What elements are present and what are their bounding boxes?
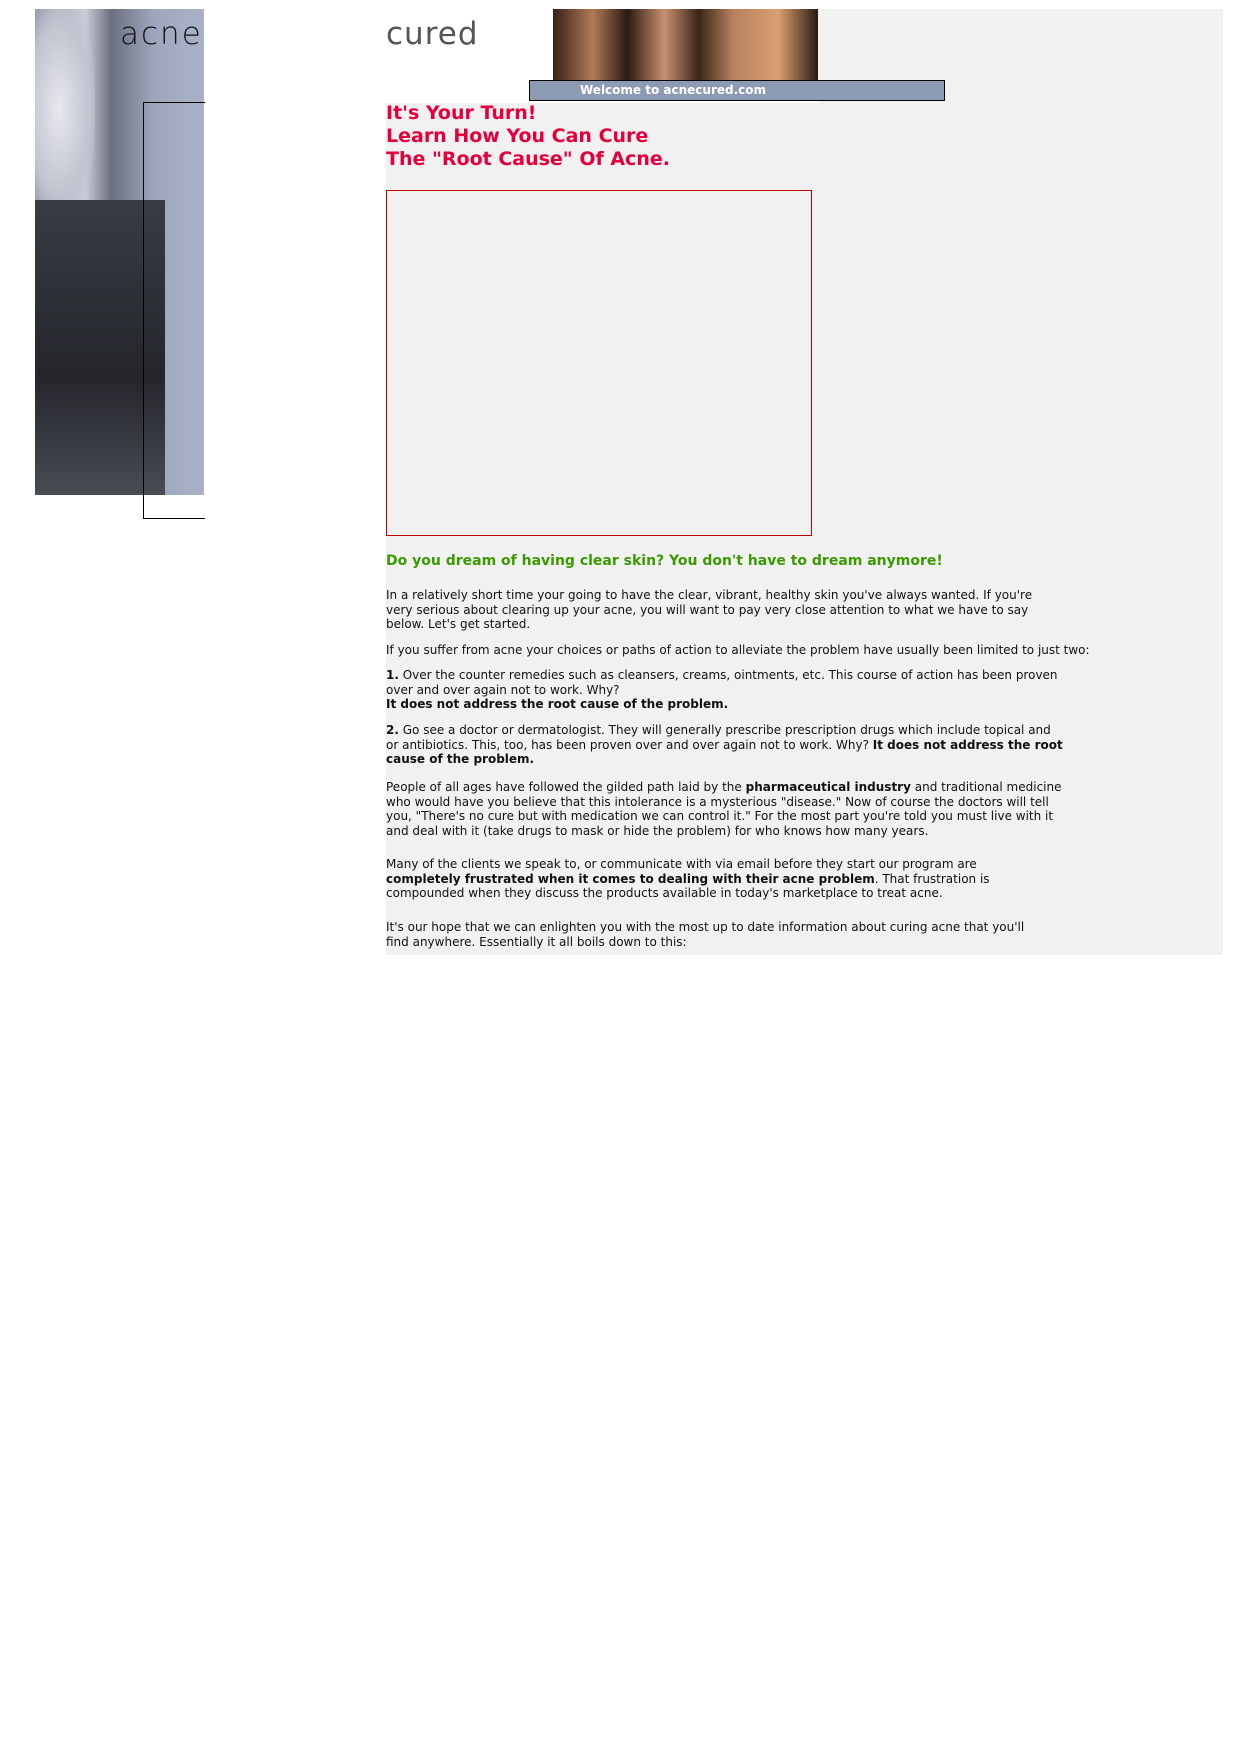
text: Go see a doctor or dermatologist. They will generally prescribe prescription drugs which include topical and or antibiotics. This, too, has been proven over and over again not to work. Why? [386,723,1051,752]
logo-acne: acne [120,16,203,52]
heading-line: The "Root Cause" Of Acne. [386,148,670,170]
main-heading [386,102,670,171]
text: People of all ages have followed the gilded path laid by the [386,780,746,794]
welcome-text: Welcome to acnecured.com [580,83,767,97]
subheading: Do you dream of having clear skin? You don't have to dream anymore! [386,553,943,569]
bold-text: It does not address the root cause of the problem. [386,697,729,712]
heading-line: Learn How You Can Cure [386,125,649,147]
paragraph: If you suffer from acne your choices or paths of action to alleviate the problem have usually been limited to just two: [386,643,1090,657]
paragraph [386,780,1066,838]
logo-cured: cured [386,16,479,52]
frame-outline [143,102,205,519]
paragraph [386,857,1026,901]
paragraph: In a relatively short time your going to have the clear, vibrant, healthy skin you've always wanted. If you're very serious about clearing up your acne, you will want to pay very close attention to what we have to say below. Let's get started. [386,588,1033,632]
text: . That frustration is compounded when they discuss the products available in today's marketplace to treat acne. [386,871,990,901]
paragraph [386,723,1066,767]
model-face [35,9,95,209]
num: 1. [386,668,399,682]
bold-text: completely frustrated when it comes to dealing with their acne problem [386,871,875,886]
text: and traditional medicine who would have you believe that this intolerance is a mysterious "disease." Now of course the doctors will tell you, "There's no cure but with medication we can control it." For the most part you're told you must live with it and deal with it (take drugs to mask or hide the problem) for who knows how many years. [386,780,1062,838]
bold-text: pharmaceutical industry [745,780,911,794]
welcome-bar [529,80,945,101]
paragraph: It's our hope that we can enlighten you with the most up to date information about curing acne that you'll find anywhere. Essentially it all boils down to this: [386,920,1025,949]
group-photo [553,9,818,80]
num: 2. [386,723,399,737]
text: Over the counter remedies such as cleansers, creams, ointments, etc. This course of action has been proven over and over again not to work. Why? [386,668,1058,697]
paragraph [386,668,1066,712]
media-placeholder [386,190,812,536]
text: Many of the clients we speak to, or communicate with via email before they start our program are [386,857,977,871]
bold-text: It does not address the root cause of the problem. [386,737,1063,767]
heading-line: It's Your Turn! [386,102,537,124]
